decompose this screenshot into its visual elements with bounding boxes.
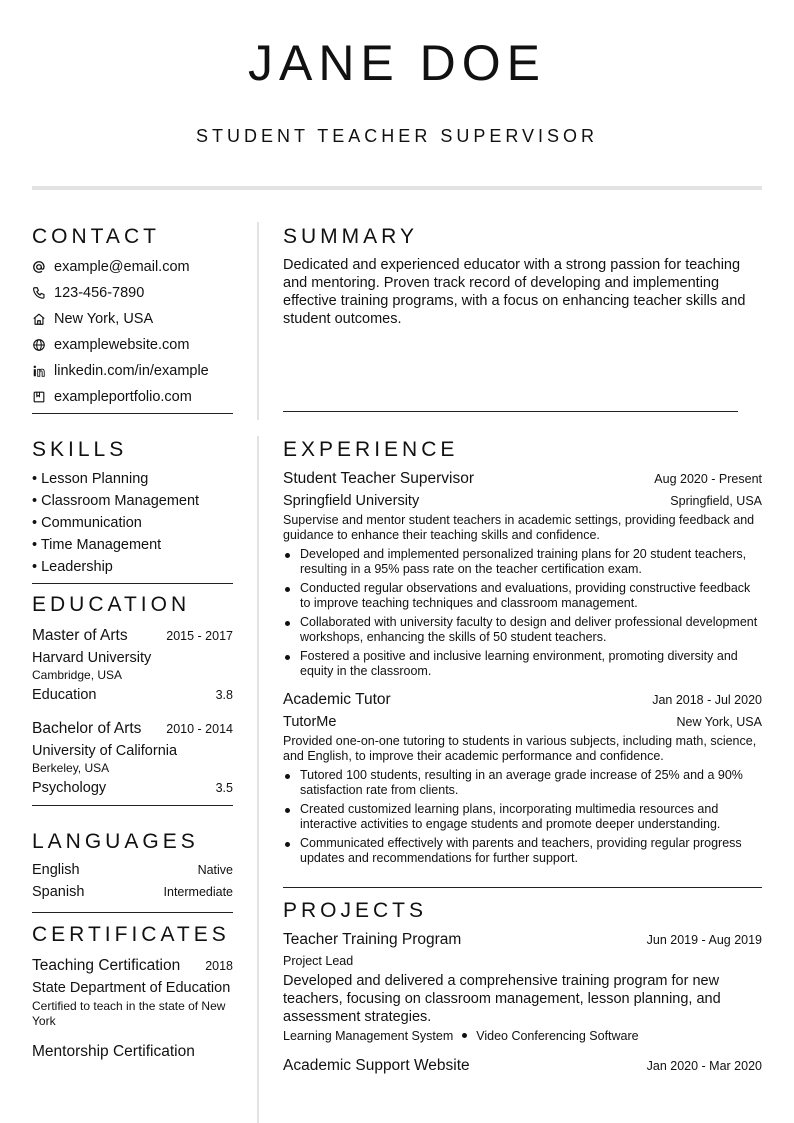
summary-heading: SUMMARY	[283, 225, 418, 248]
contact-phone[interactable]	[32, 280, 233, 306]
school-location: Cambridge, USA	[32, 668, 123, 682]
certificate-issuer: State Department of Education	[32, 980, 231, 996]
skill-item: • Time Management	[32, 537, 162, 553]
certificate-name: Teaching Certification	[32, 957, 181, 974]
job-dates: Jan 2018 - Jul 2020	[652, 693, 762, 707]
candidate-name: JANE DOE	[247, 35, 547, 91]
at-icon	[32, 260, 54, 274]
degree: Master of Arts	[32, 627, 128, 644]
job-entry	[283, 470, 762, 679]
gpa: 3.5	[215, 781, 233, 795]
languages-divider	[32, 912, 233, 913]
contact-linkedin-text: linkedin.com/in/example	[54, 363, 209, 379]
bullet-separator	[462, 1033, 467, 1038]
certificate-description: Certified to teach in the state of New York	[32, 999, 226, 1028]
project-tool: Video Conferencing Software	[476, 1029, 639, 1043]
education-dates: 2015 - 2017	[166, 629, 233, 643]
field-of-study: Education	[32, 687, 97, 703]
project-name: Teacher Training Program	[283, 931, 462, 948]
skills-heading: SKILLS	[32, 438, 128, 461]
contact-website[interactable]	[32, 332, 233, 358]
job-role: Student Teacher Supervisor	[283, 470, 474, 487]
project-description: Developed and delivered a comprehensive training program for new teachers, focusing on classroom management, lesson planning, and assessment strategies.	[283, 973, 721, 1025]
language-name: English	[32, 862, 80, 878]
school: University of California	[32, 743, 178, 759]
skill-item: • Lesson Planning	[32, 471, 149, 487]
contact-location	[32, 306, 233, 332]
job-organization: Springfield University	[283, 493, 420, 509]
education-dates: 2010 - 2014	[166, 722, 233, 736]
job-title: STUDENT TEACHER SUPERVISOR	[195, 126, 599, 146]
contact-email-text: example@email.com	[54, 259, 190, 275]
contact-section	[32, 225, 233, 414]
certificates-heading: CERTIFICATES	[32, 923, 230, 946]
contact-website-text: examplewebsite.com	[54, 337, 190, 353]
language-level: Native	[197, 863, 233, 877]
project-tool: Learning Management System	[283, 1029, 454, 1043]
projects-heading: PROJECTS	[283, 899, 428, 922]
language-row	[32, 884, 233, 906]
languages-heading: LANGUAGES	[32, 830, 199, 853]
skill-item: • Communication	[32, 515, 142, 531]
column-divider-bottom	[257, 436, 259, 1123]
summary-divider	[283, 411, 738, 412]
degree: Bachelor of Arts	[32, 720, 142, 737]
phone-icon	[32, 286, 54, 300]
job-entry	[283, 691, 762, 866]
skills-section	[32, 438, 233, 584]
experience-heading: EXPERIENCE	[283, 438, 459, 461]
education-heading: EDUCATION	[32, 593, 191, 616]
contact-heading: CONTACT	[32, 225, 160, 248]
language-level: Intermediate	[163, 885, 233, 899]
job-description: Provided one-on-one tutoring to students in various subjects, including math, science, and English, to improve their academic performance and confidence.	[283, 734, 757, 763]
project-name: Academic Support Website	[283, 1057, 470, 1074]
education-entry	[32, 627, 233, 703]
language-row	[32, 862, 233, 884]
contact-divider	[32, 413, 233, 414]
summary-section	[283, 225, 762, 328]
job-bullet: Developed and implemented personalized training plans for 20 student teachers, resulting in a 95% pass rate on the teacher certification exam.	[283, 547, 762, 577]
project-entry	[283, 931, 762, 1043]
job-location: New York, USA	[676, 715, 762, 729]
education-entry	[32, 720, 233, 796]
column-divider-top	[257, 222, 259, 420]
job-bullet: Created customized learning plans, incorporating multimedia resources and interactive activities to engage students and promote deeper understanding.	[283, 802, 762, 832]
contact-phone-text: 123-456-7890	[54, 285, 145, 301]
contact-linkedin[interactable]	[32, 358, 233, 384]
job-bullet: Fostered a positive and inclusive learning environment, promoting diversity and equity in the classroom.	[283, 649, 762, 679]
project-tools	[283, 1029, 762, 1043]
education-divider	[32, 805, 233, 806]
certificates-section	[32, 923, 233, 1061]
job-dates: Aug 2020 - Present	[654, 472, 762, 486]
job-bullet: Communicated effectively with parents and teachers, providing regular progress updates and recommendations for further support.	[283, 836, 762, 866]
job-bullet: Conducted regular observations and evaluations, providing constructive feedback to improve teaching techniques and classroom management.	[283, 581, 762, 611]
certificate-name: Mentorship Certification	[32, 1043, 195, 1060]
education-section	[32, 593, 233, 806]
contact-email[interactable]	[32, 254, 233, 280]
job-bullet: Tutored 100 students, resulting in an average grade increase of 25% and a 90% satisfaction rate from clients.	[283, 768, 762, 798]
certificate-year: 2018	[205, 959, 233, 973]
skills-divider	[32, 583, 233, 584]
header-divider	[32, 186, 762, 190]
certificate-entry	[32, 1043, 233, 1061]
job-organization: TutorMe	[283, 714, 337, 730]
skill-item: • Leadership	[32, 559, 113, 575]
languages-section	[32, 830, 233, 913]
job-bullet: Collaborated with university faculty to design and deliver professional development workshops, enhancing the skills of 50 student teachers.	[283, 615, 762, 645]
language-name: Spanish	[32, 884, 85, 900]
projects-section	[283, 899, 762, 1075]
job-role: Academic Tutor	[283, 691, 391, 708]
portfolio-icon	[32, 390, 54, 404]
contact-location-text: New York, USA	[54, 311, 154, 327]
experience-section	[283, 438, 762, 870]
globe-icon	[32, 338, 54, 352]
certificate-entry	[32, 957, 233, 1029]
linkedin-icon	[32, 364, 54, 378]
home-icon	[32, 312, 54, 326]
contact-portfolio-text: exampleportfolio.com	[54, 389, 192, 405]
project-entry	[283, 1057, 762, 1075]
school-location: Berkeley, USA	[32, 761, 110, 775]
project-role: Project Lead	[283, 954, 354, 968]
contact-portfolio[interactable]	[32, 384, 233, 410]
school: Harvard University	[32, 650, 152, 666]
job-location: Springfield, USA	[670, 494, 762, 508]
summary-text: Dedicated and experienced educator with a strong passion for teaching and mentoring. Proven track record of developing and implementing effective training programs, with a focus on enhancing teacher skills and student outcomes.	[283, 257, 746, 327]
field-of-study: Psychology	[32, 780, 107, 796]
experience-divider	[283, 887, 762, 888]
project-dates: Jun 2019 - Aug 2019	[646, 933, 762, 947]
gpa: 3.8	[215, 688, 233, 702]
job-description: Supervise and mentor student teachers in academic settings, providing feedback and guidance to enhance their teaching skills and confidence.	[283, 513, 755, 542]
skill-item: • Classroom Management	[32, 493, 200, 509]
project-dates: Jan 2020 - Mar 2020	[646, 1059, 762, 1073]
